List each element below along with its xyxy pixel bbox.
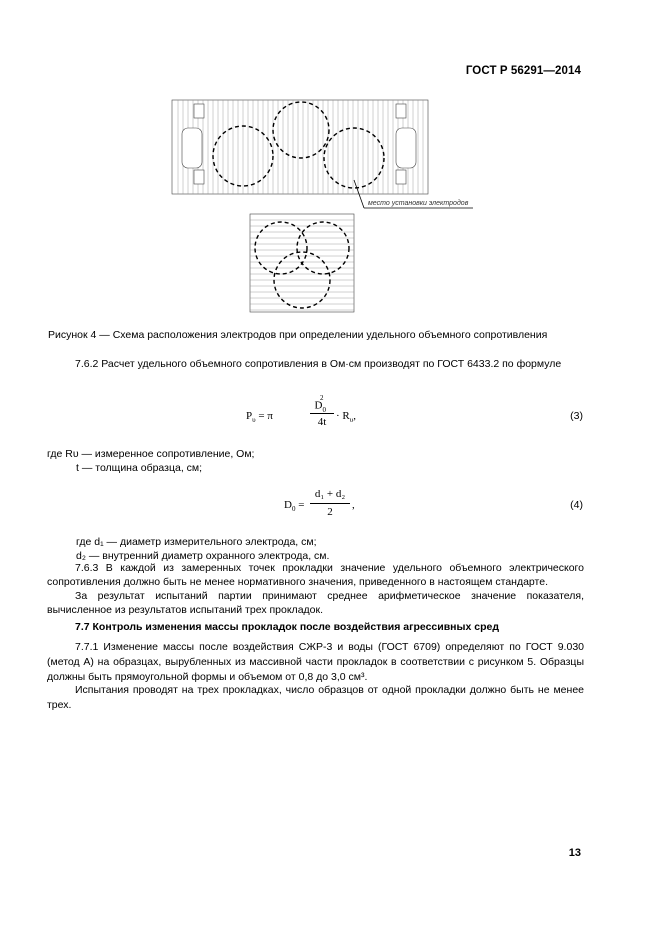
section-7-7-heading: 7.7 Контроль изменения массы прокладок после воздействия агрессивных сред	[75, 621, 500, 633]
formula-3-num: D	[314, 399, 323, 412]
electrode-location-label: место установки электродов	[368, 200, 469, 207]
formula-3-lhs: P	[246, 410, 253, 422]
where-t-label: t — толщина образца, см;	[76, 462, 203, 474]
formula-4-lhs: D	[284, 499, 292, 511]
where-r-label: где Rυ — измеренное сопротивление, Ом;	[47, 448, 255, 460]
formula-4-den: 2	[327, 506, 333, 518]
formula-4-tail: ,	[352, 499, 355, 511]
formula-4-eq: =	[298, 499, 305, 511]
formula-3-rhs-sub: υ	[349, 416, 354, 425]
section-7-6-3: 7.6.3 В каждой из замеренных точек прокладки значение удельного объемного электрического сопротивления должно быть не менее нормативного значения, приведенного в настоящем стандарте.	[47, 562, 584, 588]
electrode-layout-figure	[168, 96, 498, 316]
document-code: ГОСТ Р 56291—2014	[465, 65, 581, 77]
section-7-7-1: 7.7.1 Изменение массы после воздействия СЖР-3 и воды (ГОСТ 6709) определяют по ГОСТ 9.030 (метод А) на образцах, вырубленных из массивной части прокладок в соответствии с рисунком 5. Образцы должны быть прямоугольной формы и объемом от 0,8 до 3,0 см³.	[47, 641, 584, 683]
formula-4-fraction-bar	[310, 503, 350, 504]
where-d1-label: где d₁ — диаметр измерительного электрода, см;	[76, 536, 317, 548]
formula-3-lhs-sub: υ	[252, 416, 256, 425]
equation-number-3: (3)	[570, 410, 583, 422]
formula-3-num-sub: 0	[322, 405, 326, 414]
formula-3-tail: ,	[353, 410, 356, 422]
tests-paragraph: Испытания проводят на трех прокладках, число образцов от одной прокладки должно быть не менее трех.	[47, 684, 584, 711]
rail-plate-top	[172, 100, 428, 194]
formula-3-num-sup: 2	[319, 394, 324, 402]
formula-3-rhs: · R	[336, 410, 350, 422]
result-paragraph: За результат испытаний партии принимают среднее арифметическое значение показателя, вычисленное из результатов испытаний трех прокладок.	[47, 590, 584, 616]
formula-3-eq: =	[258, 410, 265, 422]
electrode-circles-bottom	[255, 222, 349, 308]
formula-3-fraction-bar	[310, 413, 334, 414]
section-7-6-2: 7.6.2 Расчет удельного объемного сопротивления в Ом·см производят по ГОСТ 6433.2 по формуле	[75, 358, 562, 370]
where-d2-label: d₂ — внутренний диаметр охранного электрода, см.	[76, 550, 330, 562]
page-number: 13	[568, 847, 581, 859]
formula-3-pi: π	[267, 410, 273, 422]
electrode-circles-top	[213, 102, 384, 188]
formula-3-den: 4t	[317, 416, 327, 428]
formula-4-num: d₁ + d₂	[314, 488, 346, 500]
formula-4-lhs-sub: 0	[291, 505, 296, 514]
equation-number-4: (4)	[570, 499, 583, 511]
figure-caption: Рисунок 4 — Схема расположения электродов при определении удельного объемного сопротивления	[48, 329, 548, 341]
